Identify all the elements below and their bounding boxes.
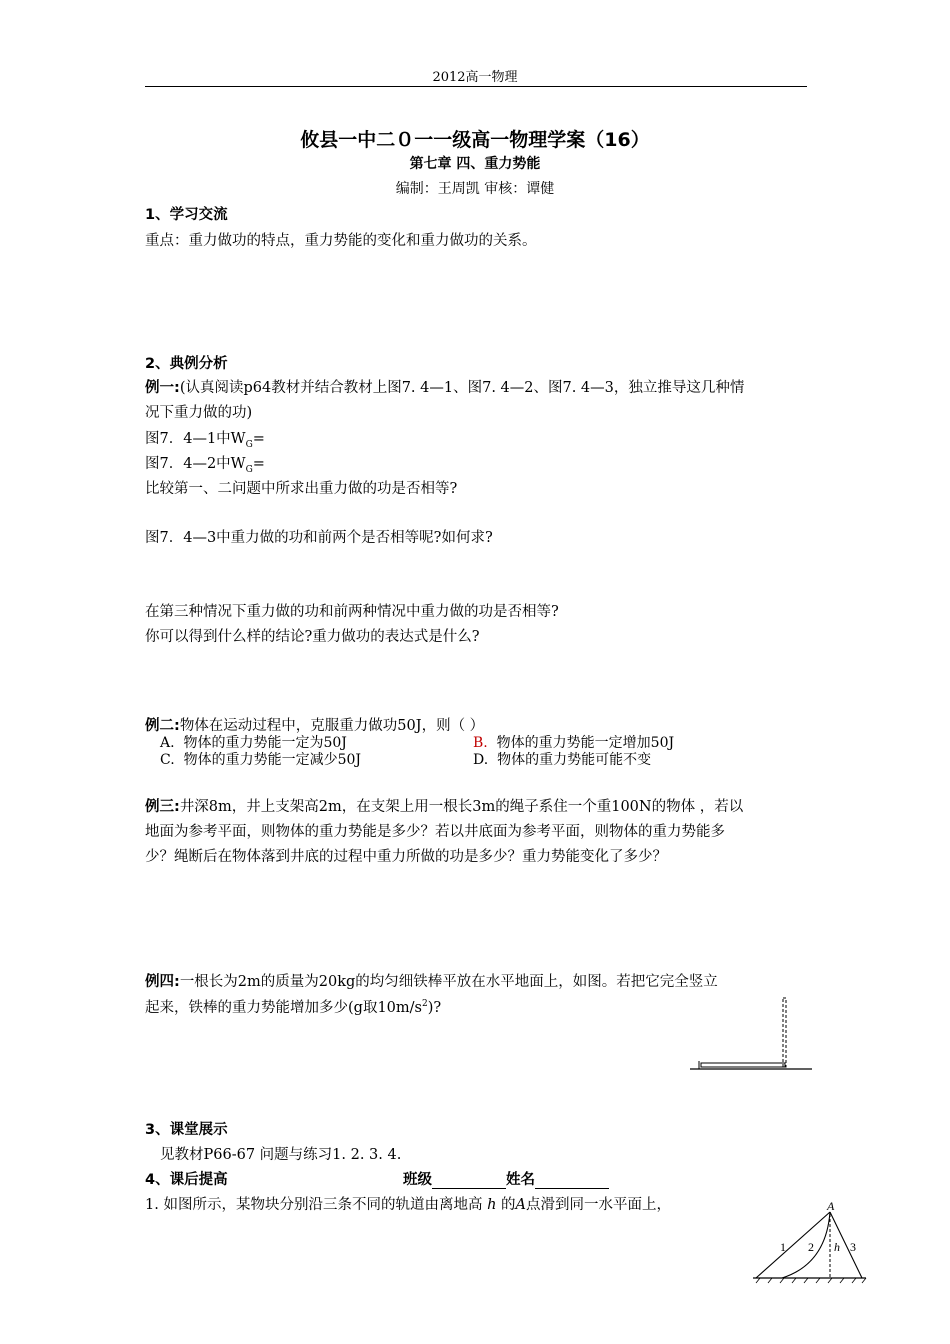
section-4-heading: 4、课后提高: [145, 1172, 228, 1188]
point-a-label: A: [827, 1199, 835, 1213]
q1-text: 图7．4—1中W: [145, 431, 246, 447]
q2-subscript: G: [245, 464, 253, 475]
example-4-line-1: [145, 970, 718, 991]
example-3-line-2: 地面为参考平面，则物体的重力势能是多少？若以井底面为参考平面，则物体的重力势能多: [145, 824, 725, 840]
example-1-compare: 比较第一、二问题中所求出重力做的功是否相等?: [145, 481, 458, 497]
option-c-text: 物体的重力势能一定减少50J: [183, 752, 362, 768]
track-2-curve: [782, 1212, 830, 1278]
q1-text-c: 点滑到同一水平面上，: [526, 1197, 671, 1213]
option-a-text: 物体的重力势能一定为50J: [183, 735, 347, 751]
example-4-label: 例四:: [145, 974, 180, 990]
name-label: 姓名: [506, 1172, 535, 1188]
section-1-heading: 1、学习交流: [145, 207, 228, 223]
example-3-text-1: 井深8m，井上支架高2m，在支架上用一根长3m的绳子系住一个重100N的物体 ，若以: [179, 799, 744, 815]
vertical-rod-dashed: [783, 998, 786, 1067]
option-c-key: C.: [160, 752, 175, 768]
header-rule: [145, 86, 807, 87]
example-4-text-2: 起来，铁棒的重力势能增加多少(g取10m/s: [145, 1000, 422, 1016]
section-3-heading: 3、课堂展示: [145, 1122, 228, 1138]
example-1-q4: 在第三种情况下重力做的功和前两种情况中重力做的功是否相等?: [145, 604, 559, 620]
example-1-line-1: [145, 376, 744, 397]
example-2-label: 例二:: [145, 718, 180, 734]
option-d-text: 物体的重力势能可能不变: [497, 752, 652, 768]
example-1-q2: [145, 452, 265, 475]
track-1-line: [756, 1212, 830, 1278]
q1-a: A: [515, 1197, 526, 1213]
track-3-label: 3: [850, 1240, 856, 1254]
q1-h: h: [487, 1197, 497, 1213]
example-1-label: 例一:: [145, 380, 180, 396]
chapter-subtitle: 第七章 四、重力势能: [409, 156, 541, 172]
q2-equals: =: [252, 456, 265, 472]
option-d-key: D.: [473, 752, 489, 768]
track-1-label: 1: [780, 1240, 786, 1254]
option-a-key: A.: [160, 735, 175, 751]
class-blank[interactable]: [432, 1174, 506, 1189]
class-name-fields: [403, 1168, 609, 1189]
q1-text-a: 1. 如图所示，某物块分别沿三条不同的轨道由离地高: [145, 1197, 488, 1213]
ground-hatching: [756, 1278, 866, 1283]
iron-rod-figure: [690, 992, 815, 1074]
homework-q1: [145, 1193, 671, 1214]
option-c: [160, 749, 361, 769]
class-label: 班级: [403, 1172, 432, 1188]
example-1-q3: 图7．4—3中重力做的功和前两个是否相等呢?如何求?: [145, 530, 493, 546]
q1-equals: =: [252, 431, 265, 447]
example-2-text: 物体在运动过程中，克服重力做功50J，则（ ）: [179, 718, 485, 734]
document-title: 攸县一中二０一一级高一物理学案（16）: [300, 129, 650, 151]
height-label: h: [834, 1240, 840, 1254]
option-d: [473, 749, 651, 769]
example-3-label: 例三:: [145, 799, 180, 815]
name-blank[interactable]: [535, 1174, 609, 1189]
option-b-text: 物体的重力势能一定增加50J: [496, 735, 675, 751]
example-4-text-1: 一根长为2m的质量为20kg的均匀细铁棒平放在水平地面上，如图。若把它完全竖立: [179, 974, 718, 990]
authors-line: 编制：王周凯 审核：谭健: [395, 181, 555, 197]
option-b-key: B.: [473, 735, 488, 751]
page-header: 2012高一物理: [432, 70, 518, 85]
tracks-figure: [748, 1196, 873, 1284]
track-2-label: 2: [808, 1240, 814, 1254]
example-3-line-3: 少？绳断后在物体落到井底的过程中重力所做的功是多少？重力势能变化了多少？: [145, 849, 667, 865]
example-4-text-2-end: )?: [427, 1000, 442, 1016]
example-3-line-1: [145, 795, 743, 816]
example-1-q1: [145, 427, 265, 450]
horizontal-rod: [701, 1063, 785, 1067]
section-3-line: 见教材P66-67 问题与练习1. 2. 3. 4.: [160, 1147, 402, 1163]
example-1-q5: 你可以得到什么样的结论?重力做功的表达式是什么?: [145, 629, 480, 645]
q1-subscript: G: [245, 439, 253, 450]
example-1-text-1: (认真阅读p64教材并结合教材上图7. 4—1、图7. 4—2、图7. 4—3，独立推导这几种情: [179, 380, 745, 396]
section-2-heading: 2、典例分析: [145, 356, 228, 372]
q1-text-b: 的: [496, 1197, 516, 1213]
q2-text: 图7．4—2中W: [145, 456, 246, 472]
example-1-line-2: 况下重力做的功): [145, 405, 253, 421]
example-4-line-2: [145, 996, 441, 1017]
exponent: 2: [421, 999, 428, 1010]
section-1-keypoint: 重点：重力做功的特点，重力势能的变化和重力做功的关系。: [145, 233, 537, 249]
